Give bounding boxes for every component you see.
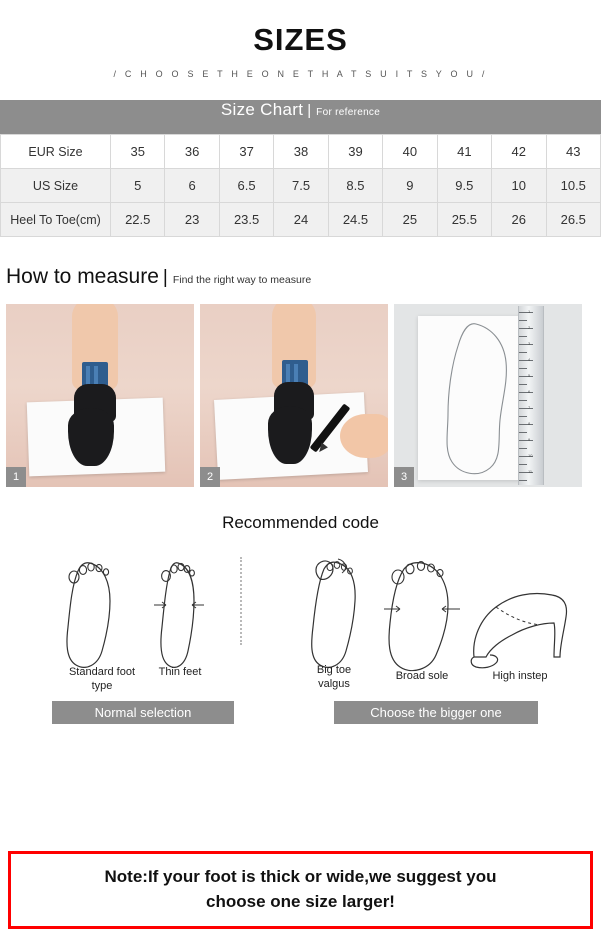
normal-selection-pill: Normal selection bbox=[52, 701, 234, 724]
cell-us-0: 5 bbox=[111, 169, 165, 203]
choose-bigger-one-pill: Choose the bigger one bbox=[334, 701, 538, 724]
size-chart-section bbox=[0, 100, 601, 237]
cell-us-8: 10.5 bbox=[546, 169, 601, 203]
label-broad-sole bbox=[380, 669, 464, 683]
how-to-measure-title: How to measure bbox=[6, 265, 159, 288]
label-line-1: Standard foot bbox=[68, 666, 136, 678]
cell-us-7: 10 bbox=[492, 169, 546, 203]
how-to-measure-separator: | bbox=[162, 267, 168, 288]
cell-htt-4: 24.5 bbox=[328, 203, 382, 237]
size-chart-header bbox=[0, 100, 601, 134]
label-line-2: valgus bbox=[318, 678, 350, 690]
how-to-measure-heading bbox=[6, 265, 601, 289]
big-toe-valgus-icon bbox=[298, 555, 372, 677]
cell-eur-1: 36 bbox=[165, 135, 219, 169]
cell-htt-7: 26 bbox=[492, 203, 546, 237]
cell-eur-4: 39 bbox=[328, 135, 382, 169]
step-1-scene bbox=[6, 304, 194, 487]
page-title: SIZES bbox=[253, 22, 348, 57]
standard-foot-icon bbox=[52, 557, 128, 677]
table-row bbox=[1, 203, 601, 237]
cell-eur-8: 43 bbox=[546, 135, 601, 169]
foot-types-diagram bbox=[0, 539, 601, 754]
sock-foot bbox=[268, 406, 312, 464]
note-line-2: choose one size larger! bbox=[206, 892, 395, 911]
cell-htt-2: 23.5 bbox=[219, 203, 273, 237]
how-to-measure-photos bbox=[0, 304, 601, 487]
ruler: 1 2 3 4 5 6 7 8 9 10 11 bbox=[518, 306, 544, 485]
label-big-toe-valgus bbox=[294, 663, 374, 691]
label-line-1: Big toe bbox=[316, 664, 352, 676]
how-to-measure-subtitle: Find the right way to measure bbox=[172, 274, 312, 286]
step-badge: 1 bbox=[6, 467, 26, 487]
high-instep-icon bbox=[466, 579, 574, 679]
measure-step-2-photo bbox=[200, 304, 388, 487]
row-label-eur: EUR Size bbox=[1, 135, 111, 169]
label-line-2: type bbox=[91, 680, 113, 692]
cell-eur-7: 42 bbox=[492, 135, 546, 169]
group-divider bbox=[240, 557, 242, 645]
cell-htt-1: 23 bbox=[165, 203, 219, 237]
measure-step-3-photo bbox=[394, 304, 582, 487]
cell-htt-6: 25.5 bbox=[437, 203, 491, 237]
size-chart-table bbox=[0, 134, 601, 237]
size-chart-title: Size Chart bbox=[220, 100, 304, 119]
cell-us-5: 9 bbox=[383, 169, 437, 203]
cell-htt-0: 22.5 bbox=[111, 203, 165, 237]
table-row bbox=[1, 169, 601, 203]
cell-us-2: 6.5 bbox=[219, 169, 273, 203]
note-line-1: Note:If your foot is thick or wide,we suggest you bbox=[104, 867, 497, 886]
page-subtitle: / C H O O S E T H E O N E T H A T S U I T S Y O U / bbox=[113, 69, 488, 79]
label-line-1: Broad sole bbox=[395, 670, 449, 682]
hand bbox=[340, 414, 388, 458]
measure-step-1-photo bbox=[6, 304, 194, 487]
table-row bbox=[1, 135, 601, 169]
row-label-us: US Size bbox=[1, 169, 111, 203]
label-standard-foot-type bbox=[54, 665, 150, 693]
broad-sole-icon bbox=[380, 557, 464, 677]
cell-us-1: 6 bbox=[165, 169, 219, 203]
size-chart-title-separator: | bbox=[307, 102, 312, 119]
cell-eur-5: 40 bbox=[383, 135, 437, 169]
cell-eur-2: 37 bbox=[219, 135, 273, 169]
label-line-1: High instep bbox=[492, 670, 548, 682]
step-badge: 3 bbox=[394, 467, 414, 487]
cell-eur-3: 38 bbox=[274, 135, 328, 169]
recommended-code-title: Recommended code bbox=[222, 513, 379, 532]
cell-us-6: 9.5 bbox=[437, 169, 491, 203]
cell-eur-0: 35 bbox=[111, 135, 165, 169]
size-chart-subtitle: For reference bbox=[316, 107, 381, 118]
sock-foot bbox=[68, 408, 114, 466]
label-high-instep bbox=[468, 669, 572, 683]
cell-us-3: 7.5 bbox=[274, 169, 328, 203]
cell-htt-5: 25 bbox=[383, 203, 437, 237]
row-label-heel-to-toe: Heel To Toe(cm) bbox=[1, 203, 111, 237]
cell-eur-6: 41 bbox=[437, 135, 491, 169]
label-line-1: Thin feet bbox=[158, 666, 202, 678]
step-2-scene bbox=[200, 304, 388, 487]
label-thin-feet bbox=[144, 665, 216, 679]
cell-us-4: 8.5 bbox=[328, 169, 382, 203]
thin-foot-icon bbox=[148, 557, 210, 677]
note-box bbox=[8, 851, 593, 929]
cell-htt-8: 26.5 bbox=[546, 203, 601, 237]
step-badge: 2 bbox=[200, 467, 220, 487]
cell-htt-3: 24 bbox=[274, 203, 328, 237]
